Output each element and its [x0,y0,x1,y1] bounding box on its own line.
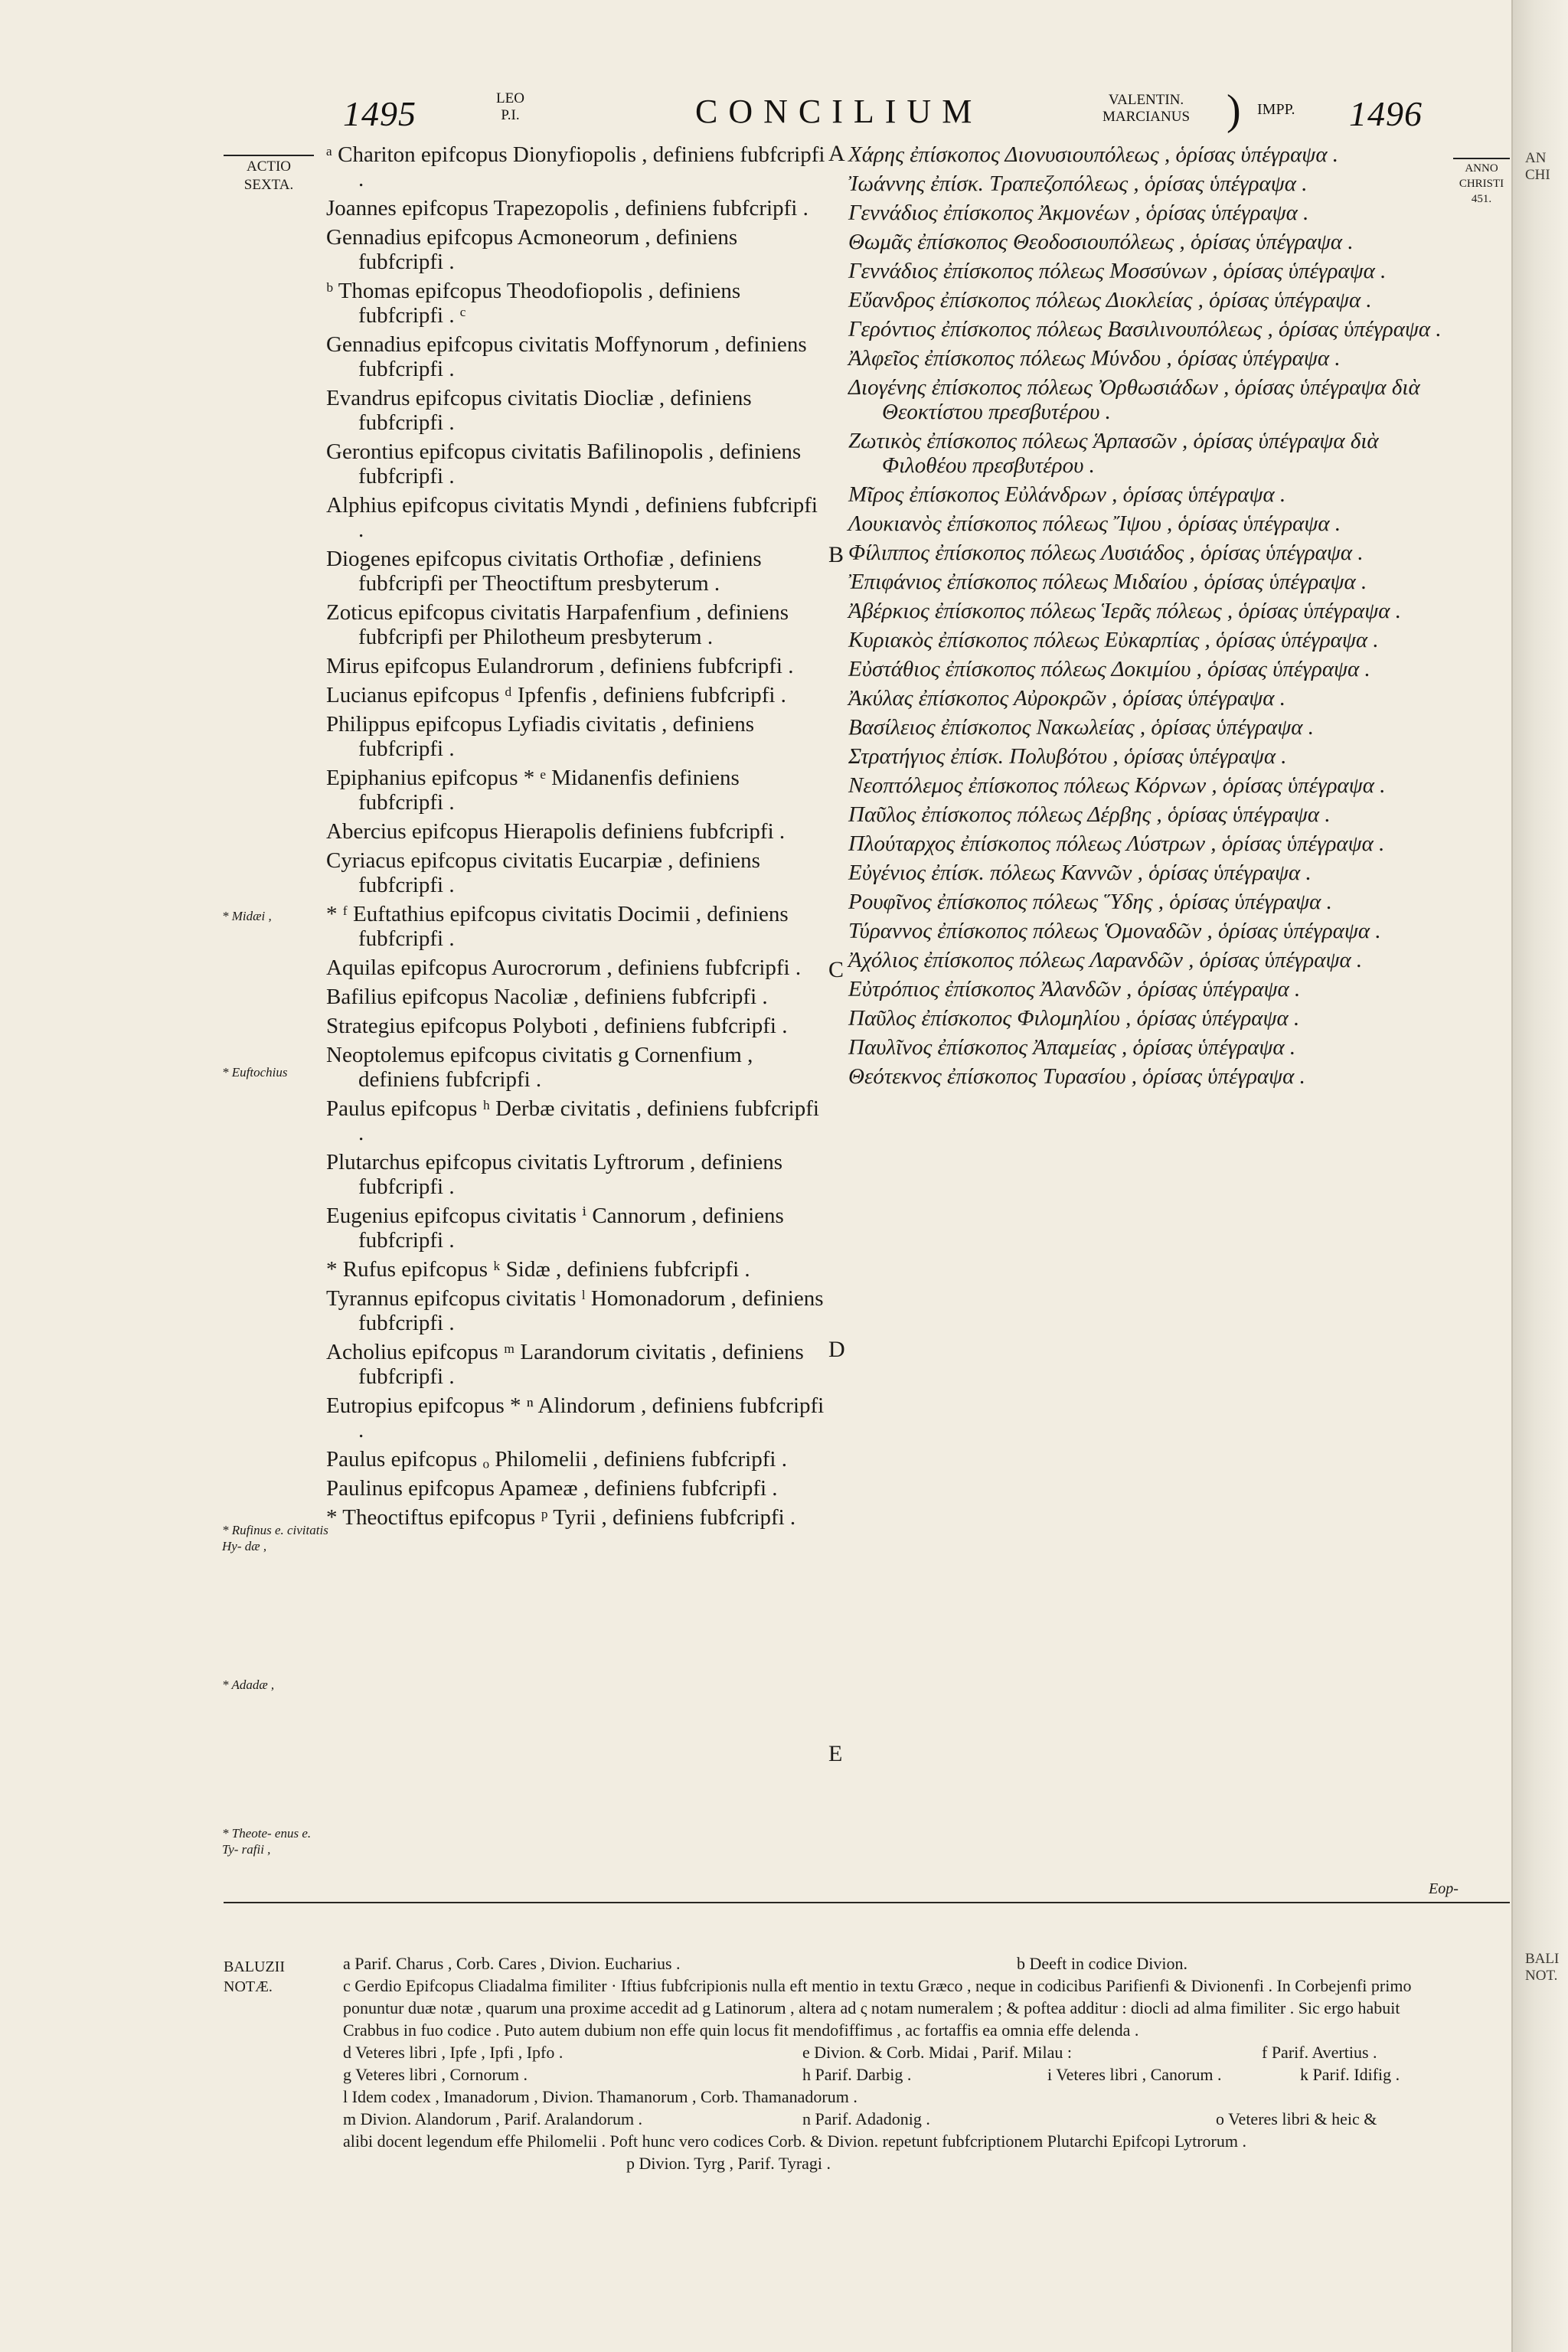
latin-subscription: * Rufus epifcopus ᵏ Sidæ , definiens fubfcripfi . [326,1257,750,1282]
greek-subscription: Βασίλειος ἐπίσκοπος Νακωλείας , ὁρίσας ὑπέγραψα . [848,715,1314,740]
footnote: m Divion. Alandorum , Parif. Aralandorum . [343,2109,643,2128]
greek-subscription: Ζωτικὸς ἐπίσκοπος πόλεως Ἁρπασῶν , ὁρίσας ὑπέγραψα διὰ Φιλοθέου πρεσβυτέρου . [848,429,1379,478]
footnote: k Parif. Idifig . [1300,2065,1400,2084]
footnote-row [343,1952,1453,1975]
notes-divider [224,1902,1510,1903]
footnote: d Veteres libri , Ipfe , Ipfi , Ipfo . [343,2043,564,2062]
greek-column [848,142,1447,1093]
section-letter: A [828,141,845,166]
footnote-row [343,2108,1453,2130]
latin-subscription: Gerontius epifcopus civitatis Bafilinopolis , definiens fubfcripfi . [326,439,802,488]
footnote-paragraph: alibi docent legendum effe Philomelii . Poft hunc vero codices Corb. & Divion. repetunt fubfcriptionem Plutarchi Epifcopi Lytrorum . [343,2132,1246,2151]
greek-subscription: Εὐστάθιος ἐπίσκοπος πόλεως Δοκιμίου , ὁρίσας ὑπέγραψα . [848,657,1370,681]
actio-number: SEXTA. [243,177,294,193]
greek-subscription: Εὔανδρος ἐπίσκοπος πόλεως Διοκλείας , ὁρίσας ὑπέγραψα . [848,288,1372,312]
latin-subscription: ᵃ Chariton epifcopus Dionyfiopolis , definiens fubfcripfi . [326,142,825,191]
latin-subscription: Tyrannus epifcopus civitatis ˡ Homonadorum , definiens fubfcripfi . [326,1286,824,1335]
greek-subscription: Νεοπτόλεμος ἐπίσκοπος πόλεως Κόρνων , ὁρίσας ὑπέγραψα . [848,773,1386,798]
actio-label [224,155,314,194]
latin-subscription: Joannes epifcopus Trapezopolis , definiens fubfcripfi . [326,196,808,220]
latin-subscription: ᵇ Thomas epifcopus Theodofiopolis , definiens fubfcripfi . ᶜ [326,279,741,328]
greek-subscription: Ρουφῖνος ἐπίσκοπος πόλεως Ὕδης , ὁρίσας ὑπέγραψα . [848,890,1332,914]
side-note: * Rufinus e. civitatis Hy- dæ , [222,1523,328,1553]
latin-subscription: Evandrus epifcopus civitatis Diocliæ , definiens fubfcripfi . [326,386,752,435]
latin-subscription: Bafilius epifcopus Nacoliæ , definiens fubfcripfi . [326,985,768,1009]
footnote-spacer [343,2152,626,2174]
brace-glyph: ) [1227,87,1241,134]
greek-subscription: Φίλιππος ἐπίσκοπος πόλεως Λυσιάδος , ὁρίσας ὑπέγραψα . [848,541,1364,565]
side-note: * Theote- enus e. Ty- rafii , [222,1826,312,1857]
notes-label [224,1957,323,1997]
greek-subscription: Πλούταρχος ἐπίσκοπος πόλεως Λύστρων , ὁρίσας ὑπέγραψα . [848,831,1385,856]
notes-label-line: NOTÆ. [224,1978,273,1995]
section-letter: C [828,957,844,982]
christi-word: CHRISTI [1459,178,1504,190]
greek-subscription: Γερόντιος ἐπίσκοπος πόλεως Βασιλινουπόλεως , ὁρίσας ὑπέγραψα . [848,317,1442,341]
latin-subscription: Abercius epifcopus Hierapolis definiens fubfcripfi . [326,819,786,844]
latin-subscription: Strategius epifcopus Polyboti , definiens fubfcripfi . [326,1014,788,1038]
edge-line: NOT. [1525,1968,1558,1984]
year: 451. [1471,193,1492,205]
section-letter: B [828,542,844,567]
footnote: f Parif. Avertius . [1262,2043,1377,2062]
footnote-paragraph: c Gerdio Epifcopus Cliadalma fimiliter · Iftius fubfcripionis nulla eft mentio in textu Græco , neque in codicibus Parifienfi & Divionenfi . In Corbejenfi primo ponuntur duæ notæ , quarum una proxime accedit ad g Latinorum , altera ad ς notam numeralem ; & poftea additur : diocli ad alma fimiliter . Sic ergo habuit Crabbus in fuo codice . Puto autem dubium non effe quin locus fit mendofiffimus , ac fortaffis ea omnia effe delenda . [343,1976,1412,2040]
latin-column [326,142,825,1534]
latin-subscription: Cyriacus epifcopus civitatis Eucarpiæ , definiens fubfcripfi . [326,848,760,897]
latin-subscription: Paulus epifcopus ₒ Philomelii , definiens fubfcripfi . [326,1447,787,1472]
section-letter: D [828,1337,845,1362]
footnote: i Veteres libri , Canorum . [1047,2065,1222,2084]
greek-subscription: Θωμᾶς ἐπίσκοπος Θεοδοσιουπόλεως , ὁρίσας ὑπέγραψα . [848,230,1354,254]
footnote-row [343,2063,1453,2086]
page-number-right: 1496 [1349,94,1423,133]
greek-subscription: Παῦλος ἐπίσκοπος Φιλομηλίου , ὁρίσας ὑπέγραψα . [848,1006,1300,1031]
footnote: l Idem codex , Imanadorum , Divion. Thamanorum , Corb. Thamanadorum . [343,2087,858,2106]
latin-subscription: Zoticus epifcopus civitatis Harpafenfium , definiens fubfcripfi per Philotheum presbyterum . [326,600,789,649]
latin-subscription: Plutarchus epifcopus civitatis Lyftrorum , definiens fubfcripfi . [326,1150,782,1199]
greek-subscription: Διογένης ἐπίσκοπος πόλεως Ὀρθωσιάδων , ὁρίσας ὑπέγραψα διὰ Θεοκτίστου πρεσβυτέρου . [848,375,1420,424]
anno-word: ANNO [1465,162,1498,175]
latin-subscription: Lucianus epifcopus ᵈ Ipfenfis , definiens fubfcripfi . [326,683,786,707]
notes-label-line: BALUZII [224,1958,285,1975]
latin-subscription: Paulus epifcopus ʰ Derbæ civitatis , definiens fubfcripfi . [326,1096,819,1145]
catchword: Eop- [1429,1880,1459,1897]
latin-subscription: Philippus epifcopus Lyfiadis civitatis , definiens fubfcripfi . [326,712,754,761]
greek-subscription: Λουκιανὸς ἐπίσκοπος πόλεως Ἴψου , ὁρίσας ὑπέγραψα . [848,511,1341,536]
greek-subscription: Ἰωάννης ἐπίσκ. Τραπεζοπόλεως , ὁρίσας ὑπέγραψα . [848,172,1308,196]
latin-subscription: * Theoctiftus epifcopus ᵖ Tyrii , definiens fubfcripfi . [326,1505,796,1530]
footnote-row [343,2152,1453,2174]
latin-subscription: Gennadius epifcopus Acmoneorum , definiens fubfcripfi . [326,225,738,274]
greek-subscription: Θεότεκνος ἐπίσκοπος Τυρασίου , ὁρίσας ὑπέγραψα . [848,1064,1305,1089]
footnote: e Divion. & Corb. Midai , Parif. Milau : [802,2043,1072,2062]
page-number-left: 1495 [343,94,416,133]
greek-subscription: Κυριακὸς ἐπίσκοπος πόλεως Εὐκαρπίας , ὁρίσας ὑπέγραψα . [848,628,1379,652]
latin-subscription: Aquilas epifcopus Aurocrorum , definiens fubfcripfi . [326,956,802,980]
footnote-row [343,2041,1453,2063]
pope-label [496,90,524,124]
edge-line: CHI [1525,167,1550,183]
greek-subscription: Ἀκύλας ἐπίσκοπος Αὐροκρῶν , ὁρίσας ὑπέγραψα . [848,686,1285,710]
footnote: a Parif. Charus , Corb. Cares , Divion. Eucharius . [343,1954,681,1973]
greek-subscription: Εὐτρόπιος ἐπίσκοπος Ἀλανδῶν , ὁρίσας ὑπέγραψα . [848,977,1301,1001]
anno-christi-label [1453,158,1510,207]
impp-label: IMPP. [1257,101,1295,118]
edge-line: BALI [1525,1951,1560,1967]
greek-subscription: Ἐπιφάνιος ἐπίσκοπος πόλεως Μιδαίου , ὁρίσας ὑπέγραψα . [848,570,1367,594]
greek-subscription: Ἀλφεῖος ἐπίσκοπος πόλεως Μύνδου , ὁρίσας ὑπέγραψα . [848,346,1341,371]
greek-subscription: Παυλῖνος ἐπίσκοπος Ἀπαμείας , ὁρίσας ὑπέγραψα . [848,1035,1296,1060]
next-page-anno [1525,150,1550,184]
footnote: b Deeft in codice Divion. [1017,1954,1187,1973]
greek-subscription: Στρατήγιος ἐπίσκ. Πολυβότου , ὁρίσας ὑπέγραψα . [848,744,1287,769]
latin-subscription: Diogenes epifcopus civitatis Orthofiæ , definiens fubfcripfi per Theoctiftum presbyterum . [326,547,762,596]
next-page-notes [1525,1951,1559,1984]
latin-subscription: Alphius epifcopus civitatis Myndi , definiens fubfcripfi . [326,493,818,542]
actio-word: ACTIO [246,158,292,175]
latin-subscription: Mirus epifcopus Eulandrorum , definiens fubfcripfi . [326,654,794,678]
side-note: * Adadæ , [222,1677,275,1692]
greek-subscription: Ἀβέρκιος ἐπίσκοπος πόλεως Ἱερᾶς πόλεως , ὁρίσας ὑπέγραψα . [848,599,1401,623]
latin-subscription: Paulinus epifcopus Apameæ , definiens fubfcripfi . [326,1476,778,1501]
pope-name: LEO [496,90,524,106]
side-note: * Midæi , [222,909,272,923]
latin-subscription: Gennadius epifcopus civitatis Moffynorum , definiens fubfcripfi . [326,332,807,381]
greek-subscription: Γεννάδιος ἐπίσκοπος πόλεως Μοσσύνων , ὁρίσας ὑπέγραψα . [848,259,1387,283]
section-letter: E [828,1741,843,1766]
footnote: g Veteres libri , Cornorum . [343,2065,528,2084]
footnotes [343,1952,1453,2174]
greek-subscription: Μῖρος ἐπίσκοπος Εὐλάνδρων , ὁρίσας ὑπέγραψα . [848,482,1286,507]
greek-subscription: Εὐγένιος ἐπίσκ. πόλεως Καννῶν , ὁρίσας ὑπέγραψα . [848,861,1312,885]
footnote: p Divion. Tyrg , Parif. Tyragi . [626,2154,831,2173]
latin-subscription: Epiphanius epifcopus * ᵉ Midanenfis definiens fubfcripfi . [326,766,740,815]
greek-subscription: Τύραννος ἐπίσκοπος πόλεως Ὁμοναδῶν , ὁρίσας ὑπέγραψα . [848,919,1381,943]
latin-subscription: Eugenius epifcopus civitatis ⁱ Cannorum , definiens fubfcripfi . [326,1204,784,1253]
edge-line: AN [1525,150,1547,166]
footnote-row [343,2086,1453,2108]
greek-subscription: Ἀχόλιος ἐπίσκοπος πόλεως Λαρανδῶν , ὁρίσας ὑπέγραψα . [848,948,1363,972]
greek-subscription: Γεννάδιος ἐπίσκοπος Ἀκμονέων , ὁρίσας ὑπέγραψα . [848,201,1309,225]
greek-subscription: Παῦλος ἐπίσκοπος πόλεως Δέρβης , ὁρίσας ὑπέγραψα . [848,802,1331,827]
footnote: n Parif. Adadonig . [802,2109,930,2128]
running-title: CONCILIUM [695,93,983,130]
latin-subscription: Neoptolemus epifcopus civitatis g Cornenfium , definiens fubfcripfi . [326,1043,753,1092]
latin-subscription: * ᶠ Euftathius epifcopus civitatis Docimii , definiens fubfcripfi . [326,902,789,951]
greek-subscription: Χάρης ἐπίσκοπος Διονυσιουπόλεως , ὁρίσας ὑπέγραψα . [848,142,1339,167]
next-page-edge [1511,0,1568,2352]
emperor-2: MARCIANUS [1102,109,1191,125]
emperors-label [1102,92,1190,126]
side-note: * Euftochius [222,1065,288,1080]
footnote: h Parif. Darbig . [802,2065,912,2084]
footnote: o Veteres libri & heic & [1216,2109,1377,2128]
pope-title: P.I. [501,107,520,123]
emperor-1: VALENTIN. [1108,92,1184,108]
latin-subscription: Eutropius epifcopus * ⁿ Alindorum , definiens fubfcripfi . [326,1393,825,1442]
latin-subscription: Acholius epifcopus ᵐ Larandorum civitatis , definiens fubfcripfi . [326,1340,804,1389]
